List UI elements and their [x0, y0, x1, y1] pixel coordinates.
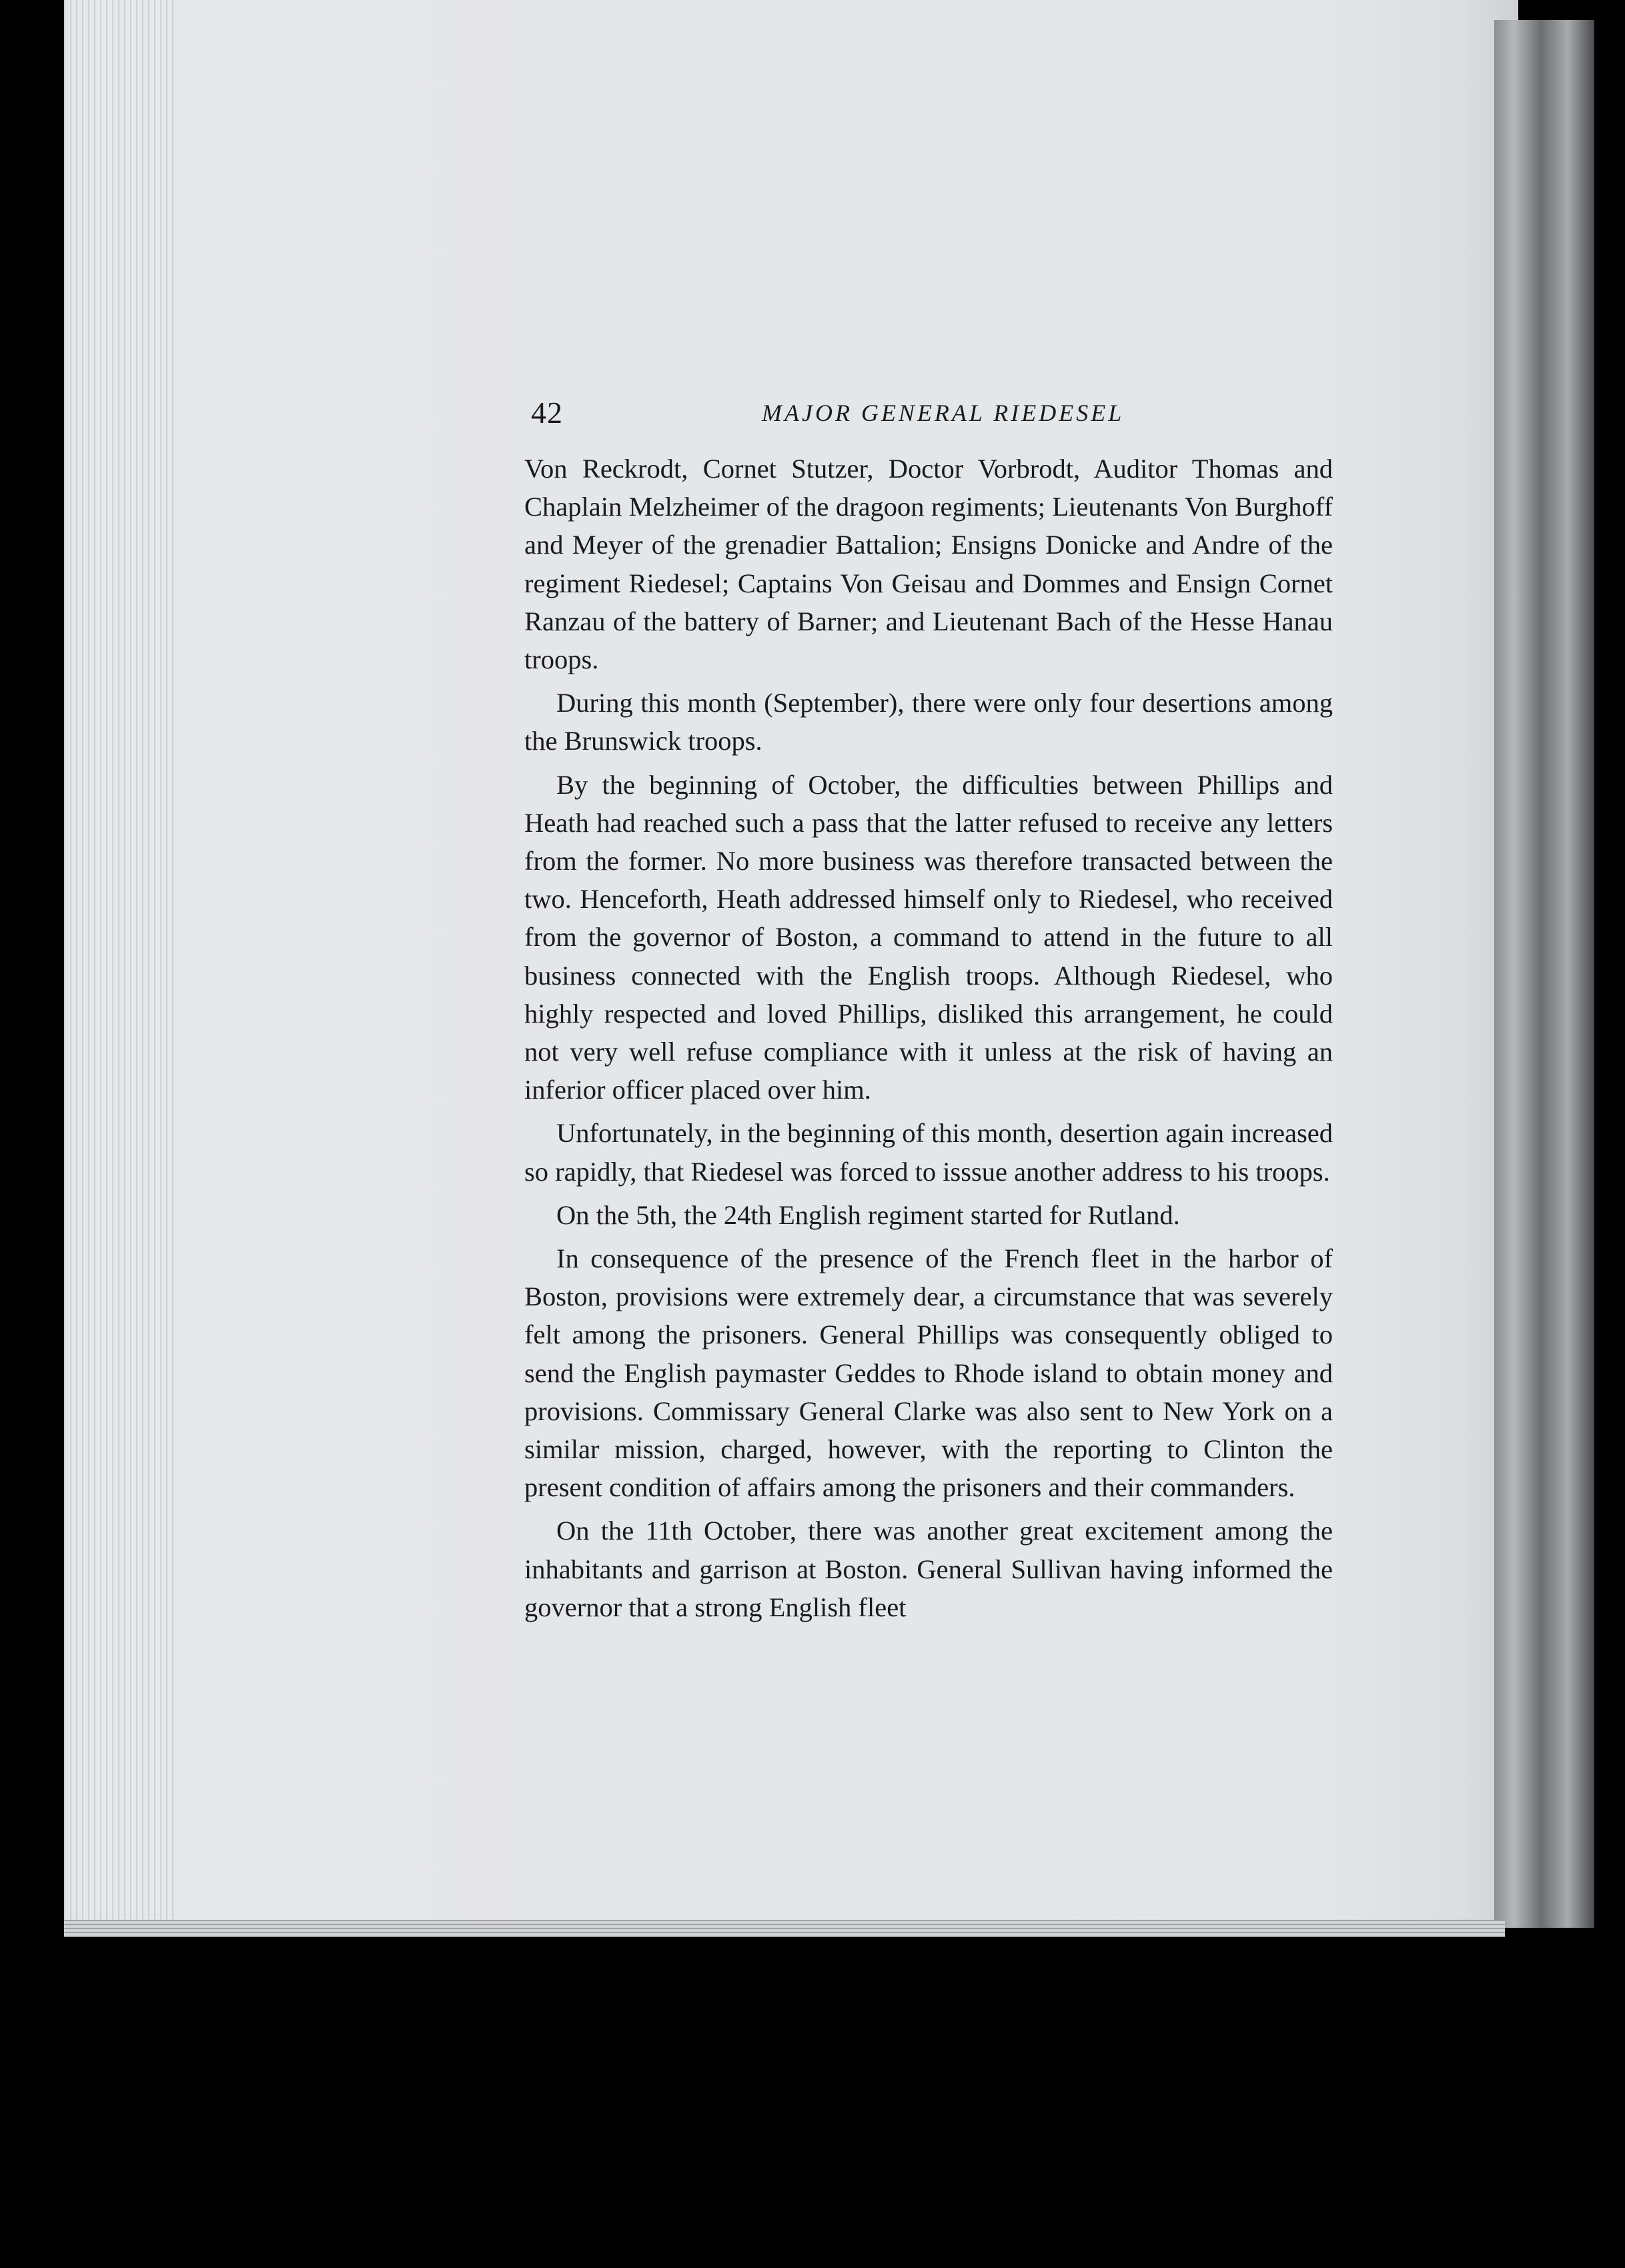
paragraph: During this month (September), there were only four desertions among the Brunswick troops. — [524, 688, 1333, 756]
paragraph: On the 5th, the 24th English regiment started for Rutland. — [556, 1199, 1180, 1230]
page-edges-bottom — [64, 1920, 1505, 1937]
page-number: 42 — [531, 396, 563, 430]
running-title: MAJOR GENERAL RIEDESEL — [762, 400, 1125, 426]
paragraph: On the 11th October, there was another great excitement among the inhabitants and garrison at Boston. General Sullivan having informed the governor that a strong English fleet — [524, 1516, 1333, 1622]
paragraph: By the beginning of October, the difficulties between Phillips and Heath had reached such a pass that the latter refused to receive any letters from the former. No more business was therefore transacted between the two. Henceforth, Heath addressed himself only to Riedesel, who received from the governor of Boston, a command to attend in the future to all business connected with the English troops. Although Riedesel, who highly respected and loved Phillips, disliked this arrangement, he could not very well refuse compliance with it unless at the risk of having an inferior officer placed over him. — [524, 769, 1333, 1105]
paragraph: Unfortunately, in the beginning of this month, desertion again increased so rapidly, that Riedesel was forced to isssue another address to his troops. — [524, 1118, 1333, 1187]
binding-shadow — [1494, 20, 1594, 1928]
running-head — [524, 395, 1333, 435]
page-edges-left — [64, 0, 177, 1928]
paragraph: Von Reckrodt, Cornet Stutzer, Doctor Vorbrodt, Auditor Thomas and Chaplain Melzheimer of the dragoon regiments; Lieutenants Von Burghoff and Meyer of the grenadier Battalion; Ensigns Donicke and Andre of the regiment Riedesel; Captains Von Geisau and Dommes and Ensign Cornet Ranzau of the battery of Barner; and Lieutenant Bach of the Hesse Hanau troops. — [524, 454, 1333, 675]
paragraph: In consequence of the presence of the French fleet in the harbor of Boston, provisions were extremely dear, a circumstance that was severely felt among the prisoners. General Phillips was consequently obliged to send the English paymaster Geddes to Rhode island to obtain money and provisions. Commissary General Clarke was also sent to New York on a similar mission, charged, however, with the reporting to Clinton the present condition of affairs among the prisoners and their commanders. — [524, 1243, 1333, 1503]
body-text — [524, 450, 1333, 1626]
page-text-block — [524, 395, 1333, 1632]
